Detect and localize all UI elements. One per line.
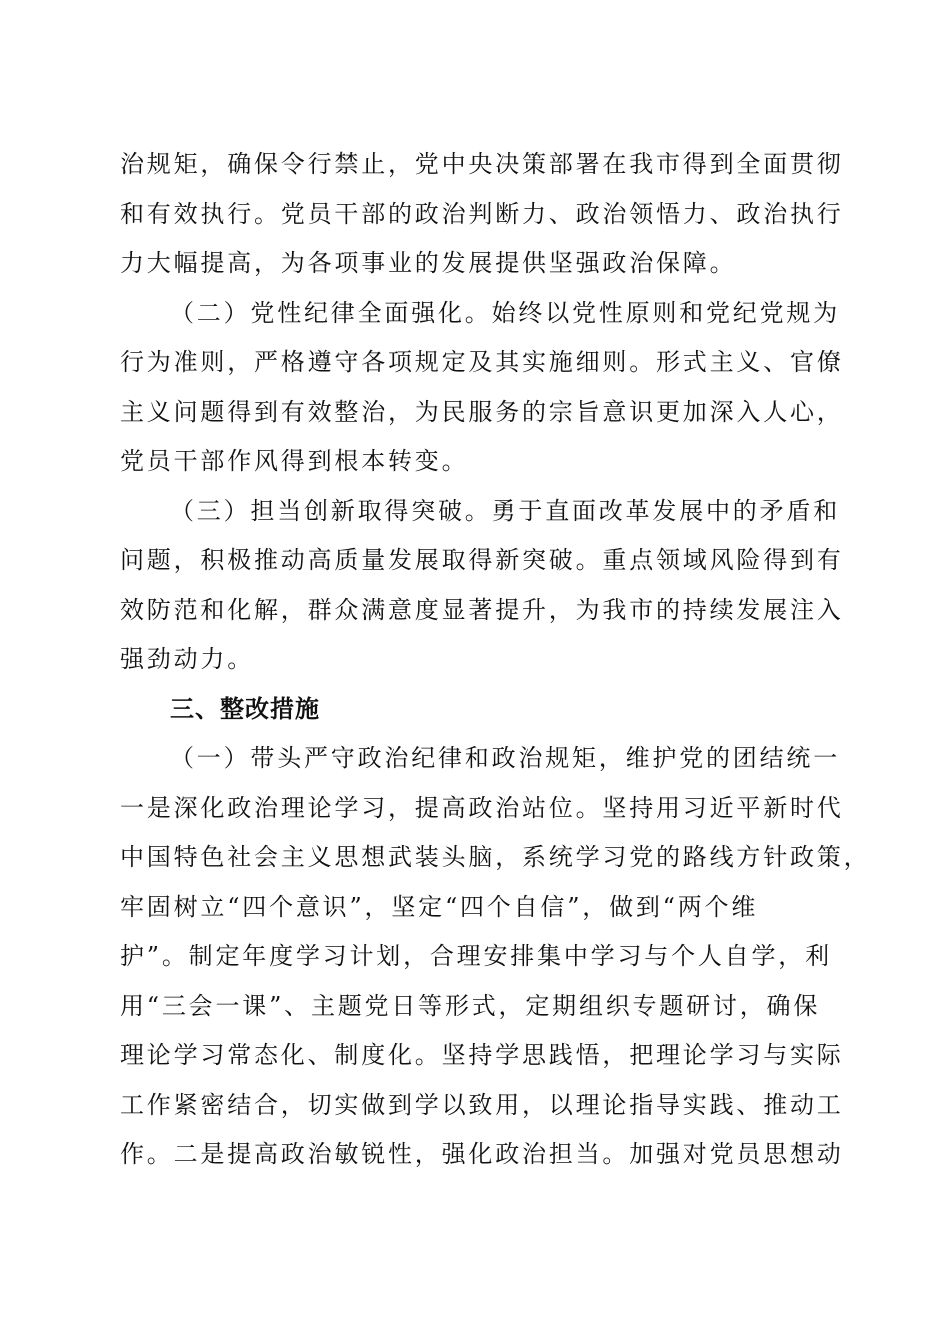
body-line: 行为准则，严格遵守各项规定及其实施细则。形式主义、官僚 [120,348,844,376]
body-line: 强劲动力。 [120,645,254,673]
body-line: 治规矩，确保令行禁止，党中央决策部署在我市得到全面贯彻 [120,150,844,178]
body-line: 工作紧密结合，切实做到学以致用，以理论指导实践、推动工 [120,1090,844,1119]
body-line: 和有效执行。党员干部的政治判断力、政治领悟力、政治执行 [120,199,844,228]
body-line: 党员干部作风得到根本转变。 [120,447,469,475]
body-line: 牢固树立“四个意识”，坚定“四个自信”，做到“两个维 [120,892,759,921]
body-line: 主义问题得到有效整治，为民服务的宗旨意识更加深入人心， [120,397,844,426]
section-lead-line: （二）党性纪律全面强化。始终以党性原则和党纪党规为 [170,298,840,327]
body-line: 问题，积极推动高质量发展取得新突破。重点领域风险得到有 [120,546,844,574]
body-line: 理论学习常态化、制度化。坚持学思践悟，把理论学习与实际 [120,1041,844,1069]
subsection-title: （一）带头严守政治纪律和政治规矩，维护党的团结统一 [170,744,840,772]
section-lead-line: （三）担当创新取得突破。勇于直面改革发展中的矛盾和 [170,496,840,525]
document-body [120,140,871,1180]
body-line: 效防范和化解，群众满意度显著提升，为我市的持续发展注入 [120,595,844,624]
body-line: 护”。制定年度学习计划，合理安排集中学习与个人自学，利 [120,942,832,970]
body-line: 作。二是提高政治敏锐性，强化政治担当。加强对党员思想动 [120,1140,844,1168]
body-line: 中国特色社会主义思想武装头脑，系统学习党的路线方针政策， [120,843,871,871]
section-heading: 三、整改措施 [170,694,320,723]
body-line: 力大幅提高，为各项事业的发展提供坚强政治保障。 [120,249,737,277]
body-line: 用“三会一课”、主题党日等形式，定期组织专题研讨，确保 [120,991,821,1020]
body-line: 一是深化政治理论学习，提高政治站位。坚持用习近平新时代 [120,793,844,822]
